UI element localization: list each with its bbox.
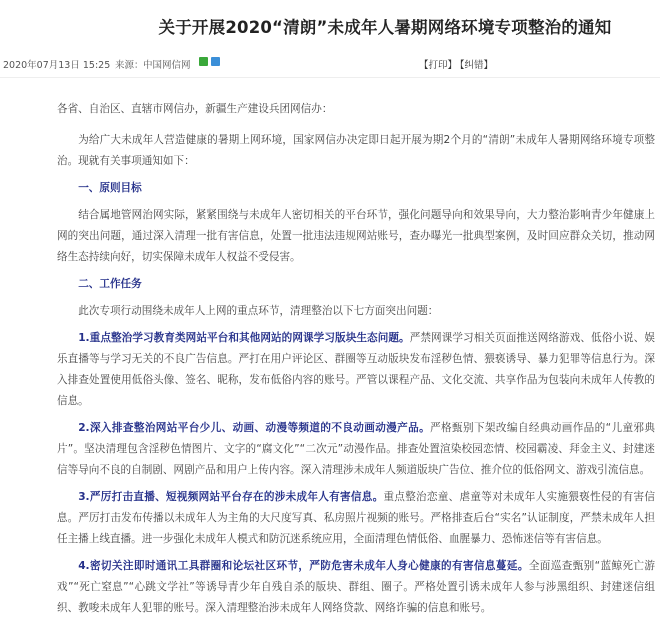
task-text: 严格甄别下架改编自经典动画作品的“儿童邪典片”。坚决清理包含淫秽色情图片、文字的“腐文化”“二次元”动漫作品。排查处置渲染校园恋情、校园霸凌、拜金主义、封建迷信等导向不良的自制剧、网剧产品和用户上传内容。深入清理涉未成年人频道版块广告位、推介位的低俗网文、游戏引流信息。 [57,422,655,476]
divider [0,77,660,78]
intro-paragraph: 为给广大未成年人营造健康的暑期上网环境，国家网信办决定即日起开展为期2个月的“清朗”未成年人暑期网络环境专项整治。现就有关事项通知如下： [57,134,655,167]
task-item [57,328,655,412]
task-item [57,487,655,550]
principles-paragraph: 结合属地管网治网实际，紧紧围绕与未成年人密切相关的平台环节，强化问题导向和效果导向，大力整治影响青少年健康上网的突出问题，通过深入清理一批有害信息，处置一批违法违规网站账号，查办曝光一批典型案例，及时回应群众关切，推动网络生态持续向好，切实保障未成年人权益不受侵害。 [57,209,655,263]
wechat-share-icon[interactable] [199,57,208,66]
task-text: 全面巡查甄别“蓝鲸死亡游戏”“死亡窒息”“心跳文学社”等诱导青少年自残自杀的版块、群组、圈子。严格处置引诱未成年人参与涉黑组织、封建迷信组织、教唆未成年人犯罪的账号。深入清理整治涉未成年人网络贷款、网络诈骗的信息和账号。 [57,560,655,614]
article-body [57,99,655,625]
salutation: 各省、自治区、直辖市网信办，新疆生产建设兵团网信办： [57,103,333,115]
task-lead: 3.严厉打击直播、短视频网站平台存在的涉未成年人有害信息。 [78,491,384,503]
task-lead: 1.重点整治学习教育类网站平台和其他网站的网课学习版块生态问题。 [78,332,410,344]
task-text: 严禁网课学习相关页面推送网络游戏、低俗小说、娱乐直播等与学习无关的不良广告信息。严打在用户评论区、群圈等互动版块发布淫秽色情、猥亵诱导、暴力犯罪等信息行为。深入排查处置使用低俗头像、签名、昵称，发布低俗内容的账号。严管以课程产品、文化交流、共享作品为包装向未成年人传教的信息。 [57,332,655,407]
print-link[interactable]: 【打印】 [419,60,458,71]
task-lead: 2.深入排查整治网站平台少儿、动画、动漫等频道的不良动画动漫产品。 [78,422,431,434]
task-item [57,556,655,619]
article-meta [3,57,660,73]
error-report-link[interactable]: 【纠错】 [455,60,494,71]
task-text: 重点整治恋童、虐童等对未成年人实施猥亵性侵的有害信息。严厉打击发布传播以未成年人为主角的大尺度写真、私房照片视频的账号。严格排查后台“实名”认证制度，严禁未成年人担任主播上线直播。进一步强化未成年人模式和防沉迷系统应用，全面清理色情低俗、血腥暴力、恐怖迷信等有害信息。 [57,491,655,545]
section-heading-principles: 一、原则目标 [78,182,142,194]
source-name: 中国网信网 [143,60,191,71]
source-label: 来源： [115,60,144,71]
tasks-intro: 此次专项行动围绕未成年人上网的重点环节，清理整治以下七方面突出问题： [78,305,439,317]
task-item [57,418,655,481]
article-title: 关于开展2020“清朗”未成年人暑期网络环境专项整治的通知 [158,18,612,37]
publish-date: 2020年07月13日 15:25 [3,60,111,71]
weibo-share-icon[interactable] [211,57,220,66]
section-heading-tasks: 二、工作任务 [78,278,142,290]
task-lead: 4.密切关注即时通讯工具群圈和论坛社区环节，严防危害未成年人身心健康的有害信息蔓延。 [78,560,529,572]
